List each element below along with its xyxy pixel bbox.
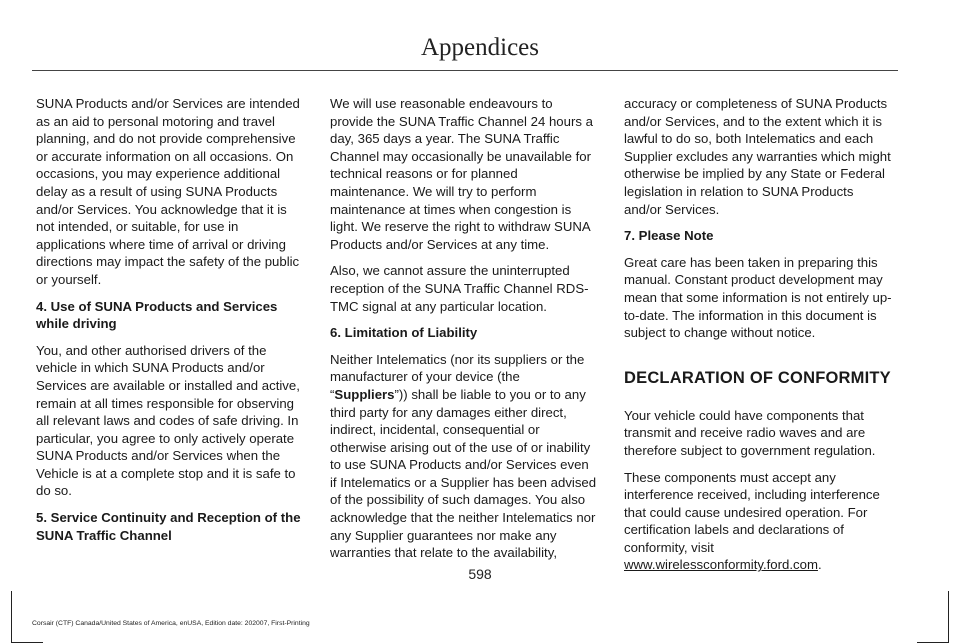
crop-mark bbox=[11, 591, 12, 643]
text-span: These components must accept any interference received, including interference that could cause undesired operation. For certification labels and declarations of conformity, visit bbox=[624, 469, 880, 555]
paragraph: We will use reasonable endeavours to provide the SUNA Traffic Channel 24 hours a day, 365 days a year. The SUNA Traffic Channel may occasionally be unavailable for technical reasons or for planned maintenance. We will try to perform maintenance at times when congestion is light. We reserve the right to withdraw SUNA Products and/or Services at any time. bbox=[330, 96, 593, 252]
text-span: Neither Intelematics (nor its suppliers or the manufacturer of your device (the “ bbox=[330, 351, 585, 402]
text-span: . bbox=[817, 557, 822, 573]
paragraph: Your vehicle could have components that transmit and receive radio waves and are therefore subject to government regulation. bbox=[624, 407, 876, 458]
section-heading-declaration: DECLARATION OF CONFORMITY bbox=[624, 368, 891, 387]
heading-please-note: 7. Please Note bbox=[624, 228, 714, 244]
paragraph-conformity bbox=[624, 469, 894, 575]
crop-mark bbox=[948, 591, 949, 643]
paragraph-liability bbox=[330, 351, 597, 562]
paragraph: accuracy or completeness of SUNA Products and/or Services, and to the extent which it is lawful to do so, both Intelematics and each Supplier excludes any warranties which might otherwise be implied by any State or Federal legislation in relation to SUNA Products and/or Services. bbox=[624, 96, 891, 217]
suppliers-term: Suppliers bbox=[334, 386, 395, 402]
column-2 bbox=[330, 95, 597, 571]
paragraph: Great care has been taken in preparing this manual. Constant product development may mean that some information is not entirely up-to-date. The information in this document is subject to change without notice. bbox=[624, 254, 892, 341]
text-span: ”)) shall be liable to you or to any third party for any damages either direct, indirect, incidental, consequential or otherwise arising out of the use of or inability to use SUNA Products and/or Services even if Intelematics or a Supplier has been advised of the possibility of such damages. You also acknowledge that the neither Intelematics nor any Supplier guarantees nor make any warranties that relate to the availability, bbox=[330, 386, 597, 561]
column-3 bbox=[624, 95, 894, 583]
header-rule bbox=[32, 70, 898, 71]
column-1 bbox=[36, 95, 303, 553]
page-title: Appendices bbox=[420, 34, 540, 61]
footer-text: Corsair (CTF) Canada/United States of America, enUSA, Edition date: 202007, First-Printing bbox=[32, 620, 310, 627]
page-number: 598 bbox=[468, 566, 492, 582]
paragraph: You, and other authorised drivers of the vehicle in which SUNA Products and/or Services are available or installed and active, remain at all times responsible for observing all relevant laws and codes of safe driving. In particular, you agree to only actively operate SUNA Products and/or Services when the Vehicle is at a complete stop and it is safe to do so. bbox=[36, 342, 300, 499]
paragraph: SUNA Products and/or Services are intended as an aid to personal motoring and travel planning, and do not provide comprehensive or accurate information on all occasions. On occasions, you may experience additional delay as a result of using SUNA Products and/or Services. You acknowledge that it is not intended, or suitable, for use in applications where time of arrival or driving directions may impact the safety of the public or yourself. bbox=[36, 96, 300, 287]
paragraph: Also, we cannot assure the uninterrupted reception of the SUNA Traffic Channel RDS-TMC signal at any particular location. bbox=[330, 263, 589, 314]
heading-limitation-of-liability: 6. Limitation of Liability bbox=[330, 325, 478, 341]
wireless-conformity-link[interactable]: www.wirelessconformity.ford.com bbox=[624, 557, 818, 573]
heading-use-while-driving: 4. Use of SUNA Products and Services while driving bbox=[36, 298, 278, 332]
heading-service-continuity: 5. Service Continuity and Reception of the SUNA Traffic Channel bbox=[36, 510, 301, 543]
